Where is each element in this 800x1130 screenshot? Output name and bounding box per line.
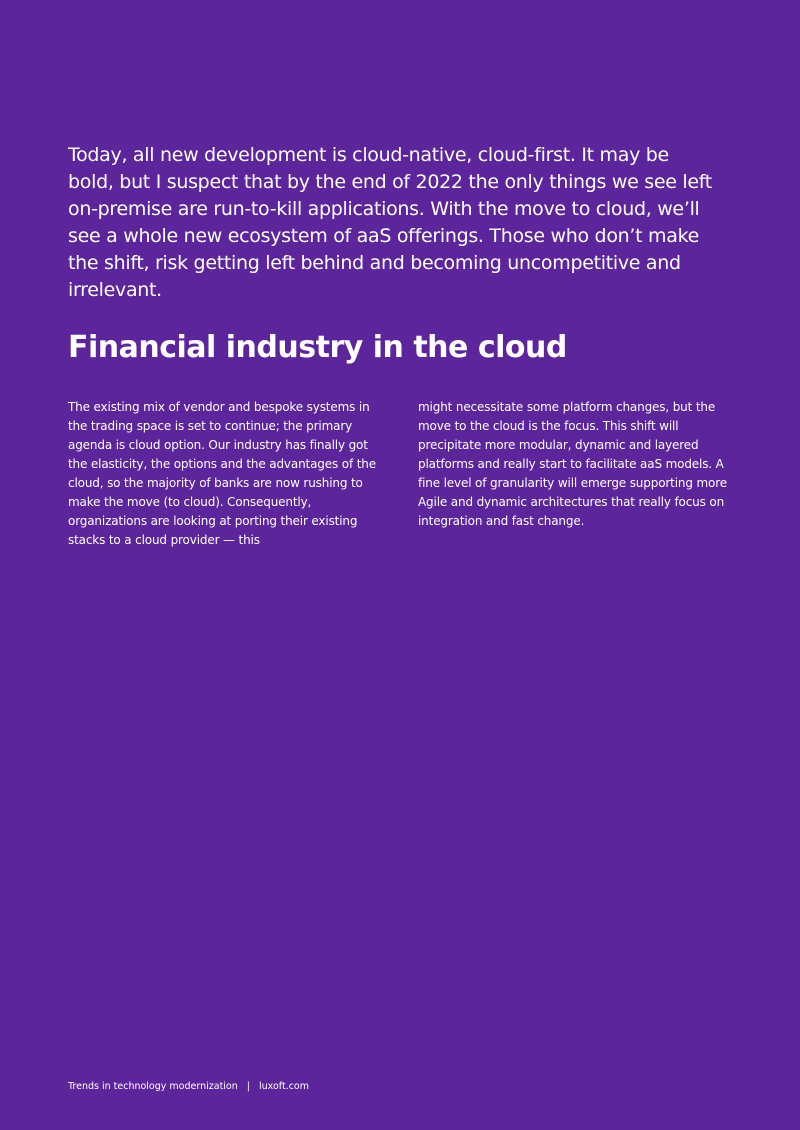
footer-site-link[interactable]: luxoft.com — [258, 1081, 309, 1092]
page-footer — [68, 1080, 309, 1094]
footer-separator: | — [246, 1081, 250, 1092]
body-columns — [68, 398, 736, 550]
section-title: Financial industry in the cloud — [68, 330, 567, 365]
body-column-right: might necessitate some platform changes, but the move to the cloud is the focus. This shift will precipitate more modular, dynamic and layered platforms and really start to facilitate aaS models. A fine level of granularity will emerge supporting more Agile and dynamic architectures that really focus on integration and fast change. — [418, 400, 727, 528]
intro-quote: Today, all new development is cloud-native, cloud-first. It may be bold, but I suspect that by the end of 2022 the only things we see left on-premise are run-to-kill applications. With the move to cloud, we’ll see a whole new ecosystem of aaS offerings. Those who don’t make the shift, risk getting left behind and becoming uncompetitive and irrelevant. — [68, 144, 712, 301]
body-column-left: The existing mix of vendor and bespoke systems in the trading space is set to continue; the primary agenda is cloud option. Our industry has finally got the elasticity, the options and the advantages of the cloud, so the majority of banks are now rushing to make the move (to cloud). Consequently, organizations are looking at porting their existing stacks to a cloud provider — this — [68, 400, 376, 547]
footer-publication: Trends in technology modernization — [68, 1081, 238, 1092]
